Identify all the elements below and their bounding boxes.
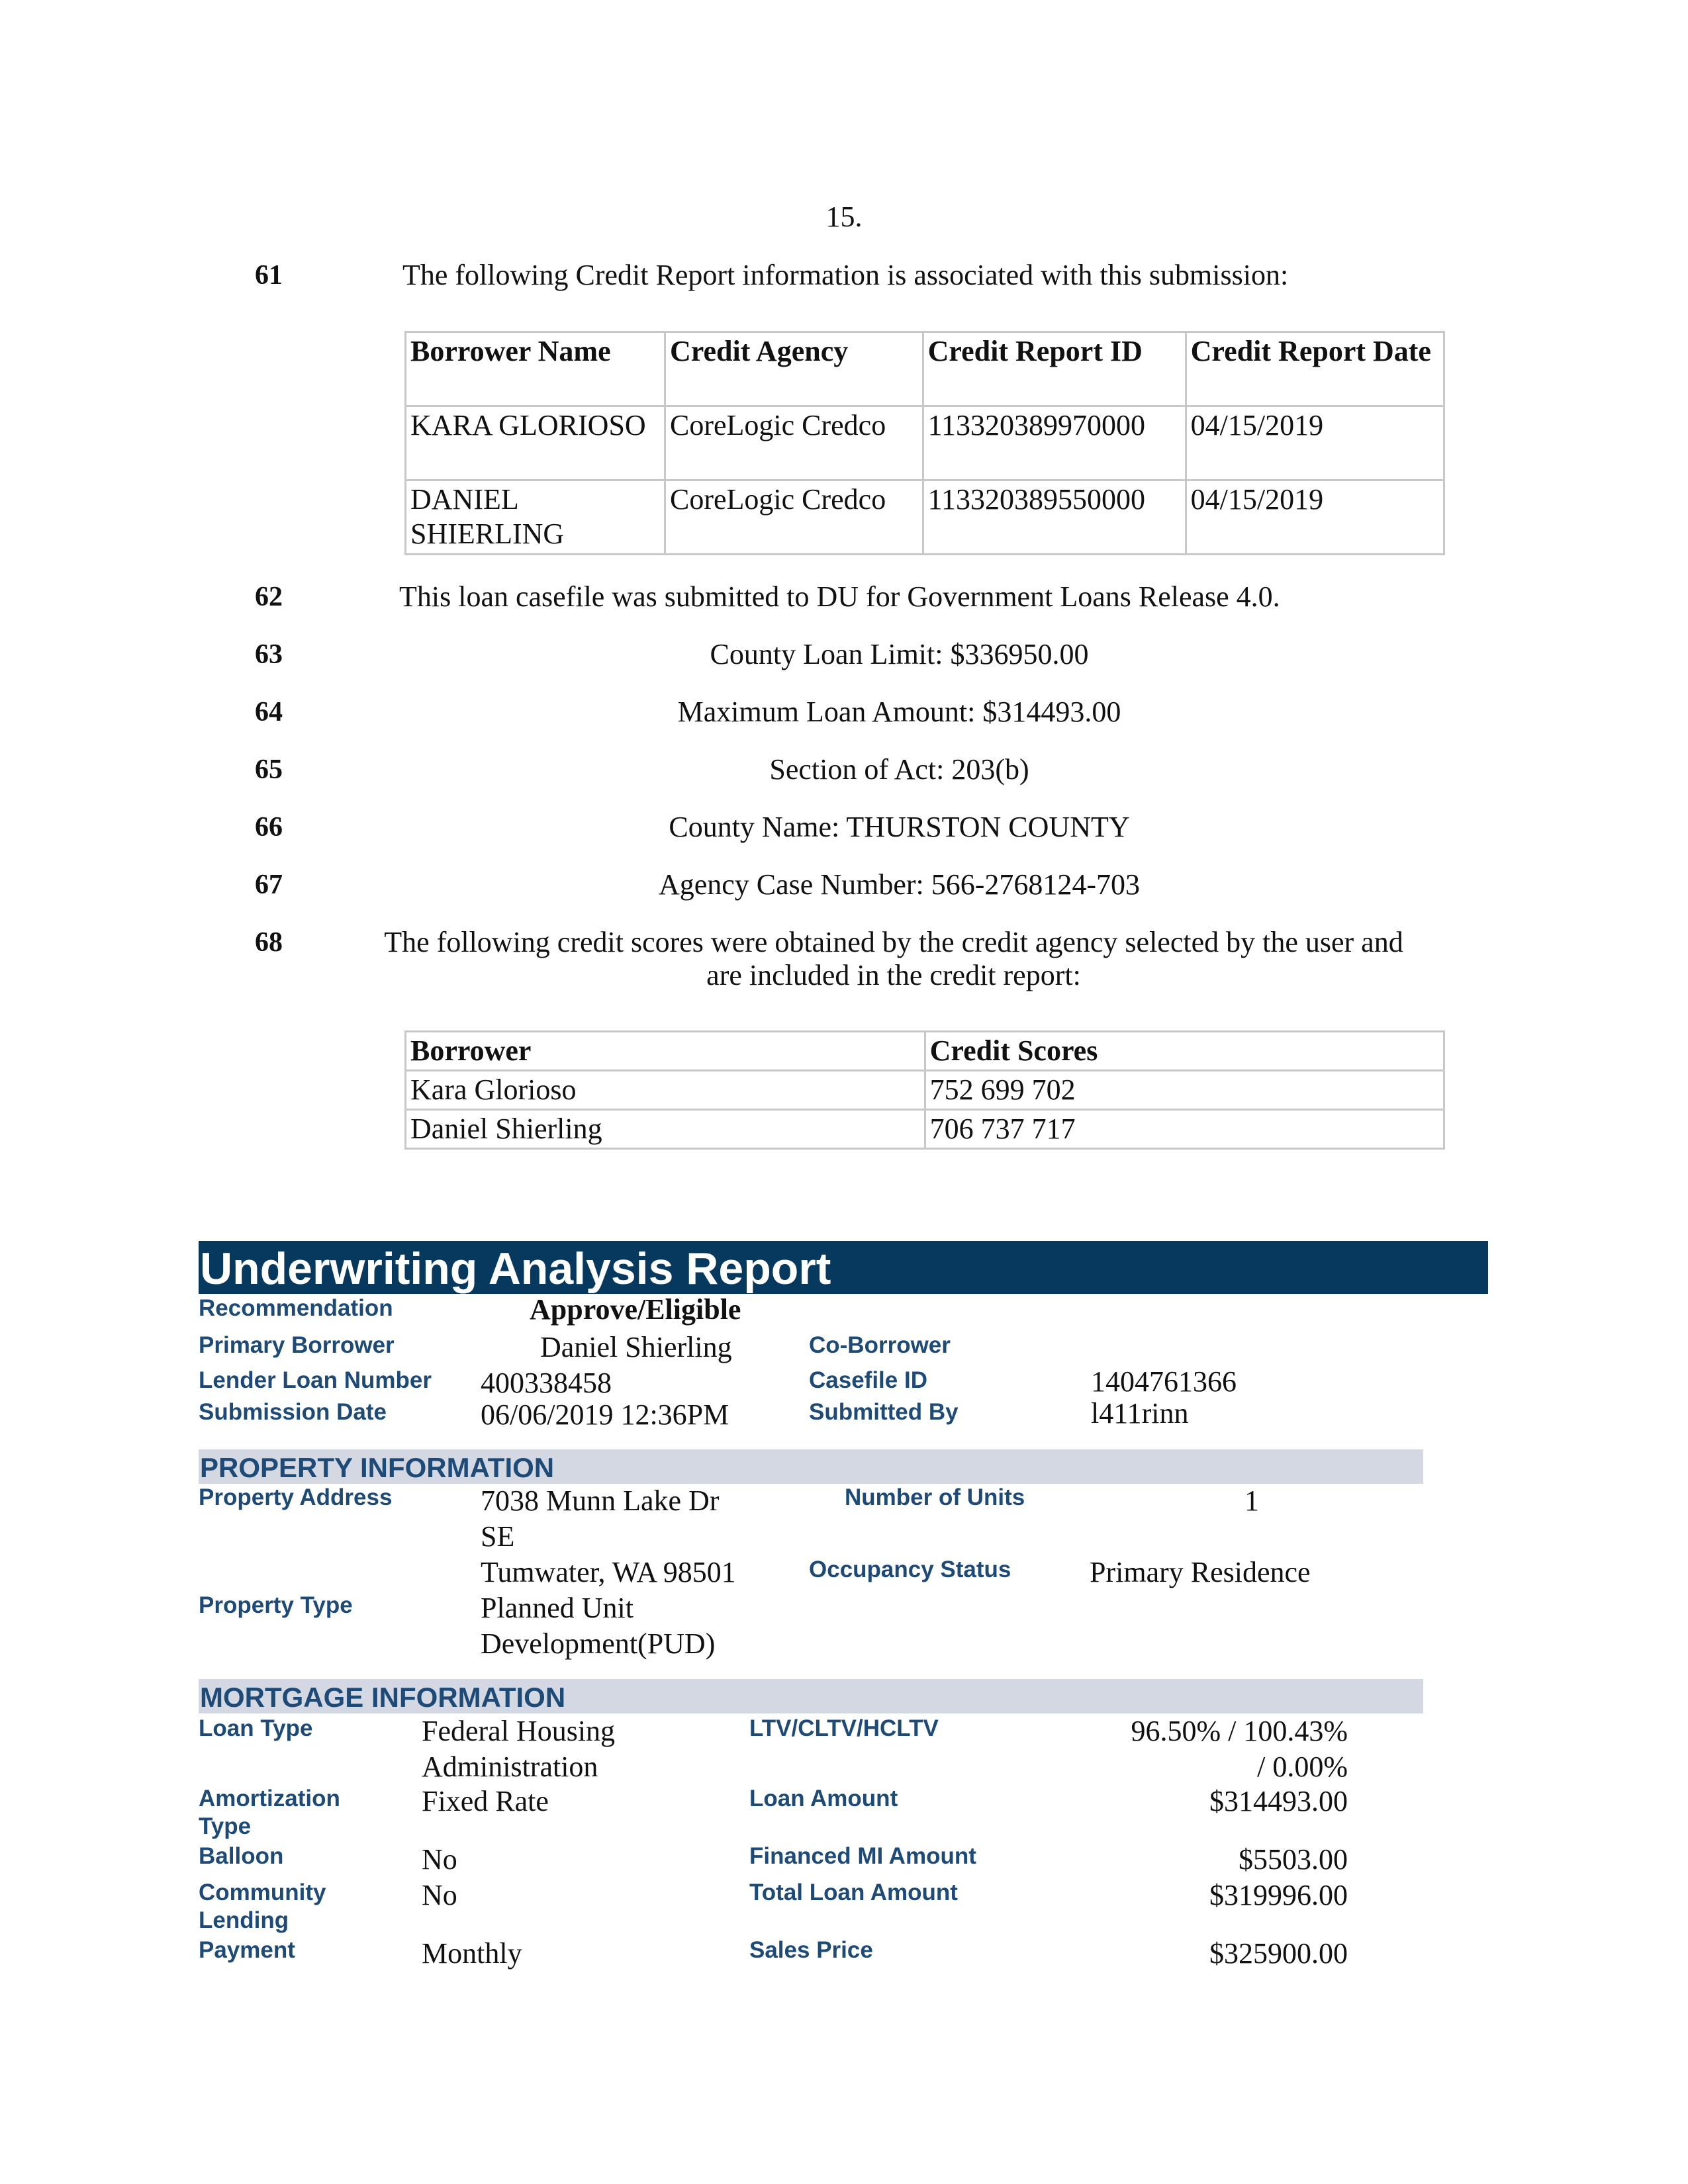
total-loan-amount-value: $319996.00 (1209, 1879, 1348, 1911)
table-cell: DANIEL SHIERLING (406, 480, 665, 555)
payment-label: Payment (199, 1937, 295, 1963)
mortgage-information-header: MORTGAGE INFORMATION (199, 1679, 1423, 1713)
table-cell: 04/15/2019 (1186, 406, 1444, 480)
table-row (406, 480, 1444, 555)
balloon-value: No (422, 1843, 457, 1876)
table-cell: CoreLogic Credco (665, 406, 923, 480)
table-cell: 706 737 717 (925, 1110, 1444, 1149)
payment-value: Monthly (422, 1937, 522, 1970)
submission-date-label: Submission Date (199, 1399, 387, 1425)
casefile-id-label: Casefile ID (809, 1367, 927, 1393)
primary-borrower-label: Primary Borrower (199, 1332, 395, 1358)
ltv-line2: / 0.00% (1257, 1751, 1348, 1783)
amortization-type-value: Fixed Rate (422, 1785, 549, 1817)
total-loan-amount-label: Total Loan Amount (749, 1880, 958, 1905)
property-address-line1: 7038 Munn Lake Dr (481, 1484, 720, 1517)
loan-amount-label: Loan Amount (749, 1786, 898, 1811)
financed-mi-amount-value: $5503.00 (1239, 1843, 1348, 1876)
ltv-label: LTV/CLTV/HCLTV (749, 1715, 939, 1741)
submission-date-value: 06/06/2019 12:36PM (481, 1398, 729, 1431)
column-header: Credit Report Date (1186, 332, 1444, 406)
item-text-62: This loan casefile was submitted to DU for Government Loans Release 4.0. (399, 580, 1280, 613)
lender-loan-number-value: 400338458 (481, 1367, 612, 1399)
table-cell: 04/15/2019 (1186, 480, 1444, 555)
item-text-67: Agency Case Number: 566-2768124-703 (658, 868, 1141, 901)
submitted-by-value: l411rinn (1091, 1397, 1189, 1430)
item-number-61: 61 (255, 260, 283, 291)
item-text-61: The following Credit Report information is associated with this submission: (402, 259, 1289, 291)
amortization-type-label-line1: Amortization (199, 1786, 340, 1811)
table-header-row (406, 332, 1444, 406)
item-number-64: 64 (255, 697, 283, 727)
page-number: 15. (825, 201, 863, 233)
table-cell: CoreLogic Credco (665, 480, 923, 555)
financed-mi-amount-label: Financed MI Amount (749, 1843, 976, 1869)
credit-report-table (404, 331, 1445, 555)
item-number-66: 66 (255, 812, 283, 842)
column-header: Borrower Name (406, 332, 665, 406)
item-text-63: County Loan Limit: $336950.00 (710, 638, 1089, 670)
item-number-65: 65 (255, 754, 283, 785)
table-cell: 752 699 702 (925, 1071, 1444, 1110)
property-type-label: Property Type (199, 1592, 353, 1618)
casefile-id-value: 1404761366 (1091, 1365, 1237, 1398)
table-cell: 113320389970000 (923, 406, 1186, 480)
table-cell: KARA GLORIOSO (406, 406, 665, 480)
occupancy-status-value: Primary Residence (1090, 1556, 1311, 1588)
property-address-line3: Tumwater, WA 98501 (481, 1556, 736, 1588)
item-number-63: 63 (255, 639, 283, 670)
community-lending-label-line1: Community (199, 1880, 326, 1905)
loan-type-line2: Administration (422, 1751, 598, 1783)
community-lending-value: No (422, 1879, 457, 1911)
item-text-66: County Name: THURSTON COUNTY (669, 811, 1130, 843)
table-cell: 113320389550000 (923, 480, 1186, 555)
column-header: Borrower (406, 1032, 925, 1071)
loan-type-label: Loan Type (199, 1715, 313, 1741)
number-of-units-value: 1 (1244, 1484, 1259, 1517)
property-type-line2: Development(PUD) (481, 1627, 716, 1660)
primary-borrower-value: Daniel Shierling (540, 1331, 732, 1363)
credit-scores-table (404, 1030, 1445, 1150)
item-number-62: 62 (255, 582, 283, 612)
report-title-banner: Underwriting Analysis Report (199, 1241, 1488, 1294)
balloon-label: Balloon (199, 1843, 284, 1869)
loan-type-line1: Federal Housing (422, 1715, 616, 1747)
property-address-label: Property Address (199, 1484, 393, 1510)
table-header-row (406, 1032, 1444, 1071)
table-cell: Kara Glorioso (406, 1071, 925, 1110)
property-information-header: PROPERTY INFORMATION (199, 1449, 1423, 1484)
co-borrower-label: Co-Borrower (809, 1332, 951, 1358)
column-header: Credit Report ID (923, 332, 1186, 406)
item-text-65: Section of Act: 203(b) (769, 753, 1029, 786)
item-text-64: Maximum Loan Amount: $314493.00 (677, 696, 1121, 728)
recommendation-label: Recommendation (199, 1295, 393, 1321)
loan-amount-value: $314493.00 (1209, 1785, 1348, 1817)
sales-price-label: Sales Price (749, 1937, 873, 1963)
item-text-68-line1: The following credit scores were obtained by the credit agency selected by the user and (384, 926, 1403, 958)
number-of-units-label: Number of Units (845, 1484, 1025, 1510)
column-header: Credit Scores (925, 1032, 1444, 1071)
item-number-68: 68 (255, 927, 283, 958)
table-cell: Daniel Shierling (406, 1110, 925, 1149)
community-lending-label-line2: Lending (199, 1907, 289, 1933)
sales-price-value: $325900.00 (1209, 1937, 1348, 1970)
ltv-line1: 96.50% / 100.43% (1131, 1715, 1348, 1747)
recommendation-value: Approve/Eligible (530, 1293, 741, 1326)
table-row (406, 1071, 1444, 1110)
submitted-by-label: Submitted By (809, 1399, 959, 1425)
property-address-line2: SE (481, 1520, 515, 1553)
table-row (406, 1110, 1444, 1149)
table-row (406, 406, 1444, 480)
property-type-line1: Planned Unit (481, 1592, 633, 1624)
amortization-type-label-line2: Type (199, 1813, 252, 1839)
column-header: Credit Agency (665, 332, 923, 406)
item-number-67: 67 (255, 870, 283, 900)
lender-loan-number-label: Lender Loan Number (199, 1367, 432, 1393)
occupancy-status-label: Occupancy Status (809, 1557, 1011, 1582)
item-text-68-line2: are included in the credit report: (706, 959, 1081, 991)
